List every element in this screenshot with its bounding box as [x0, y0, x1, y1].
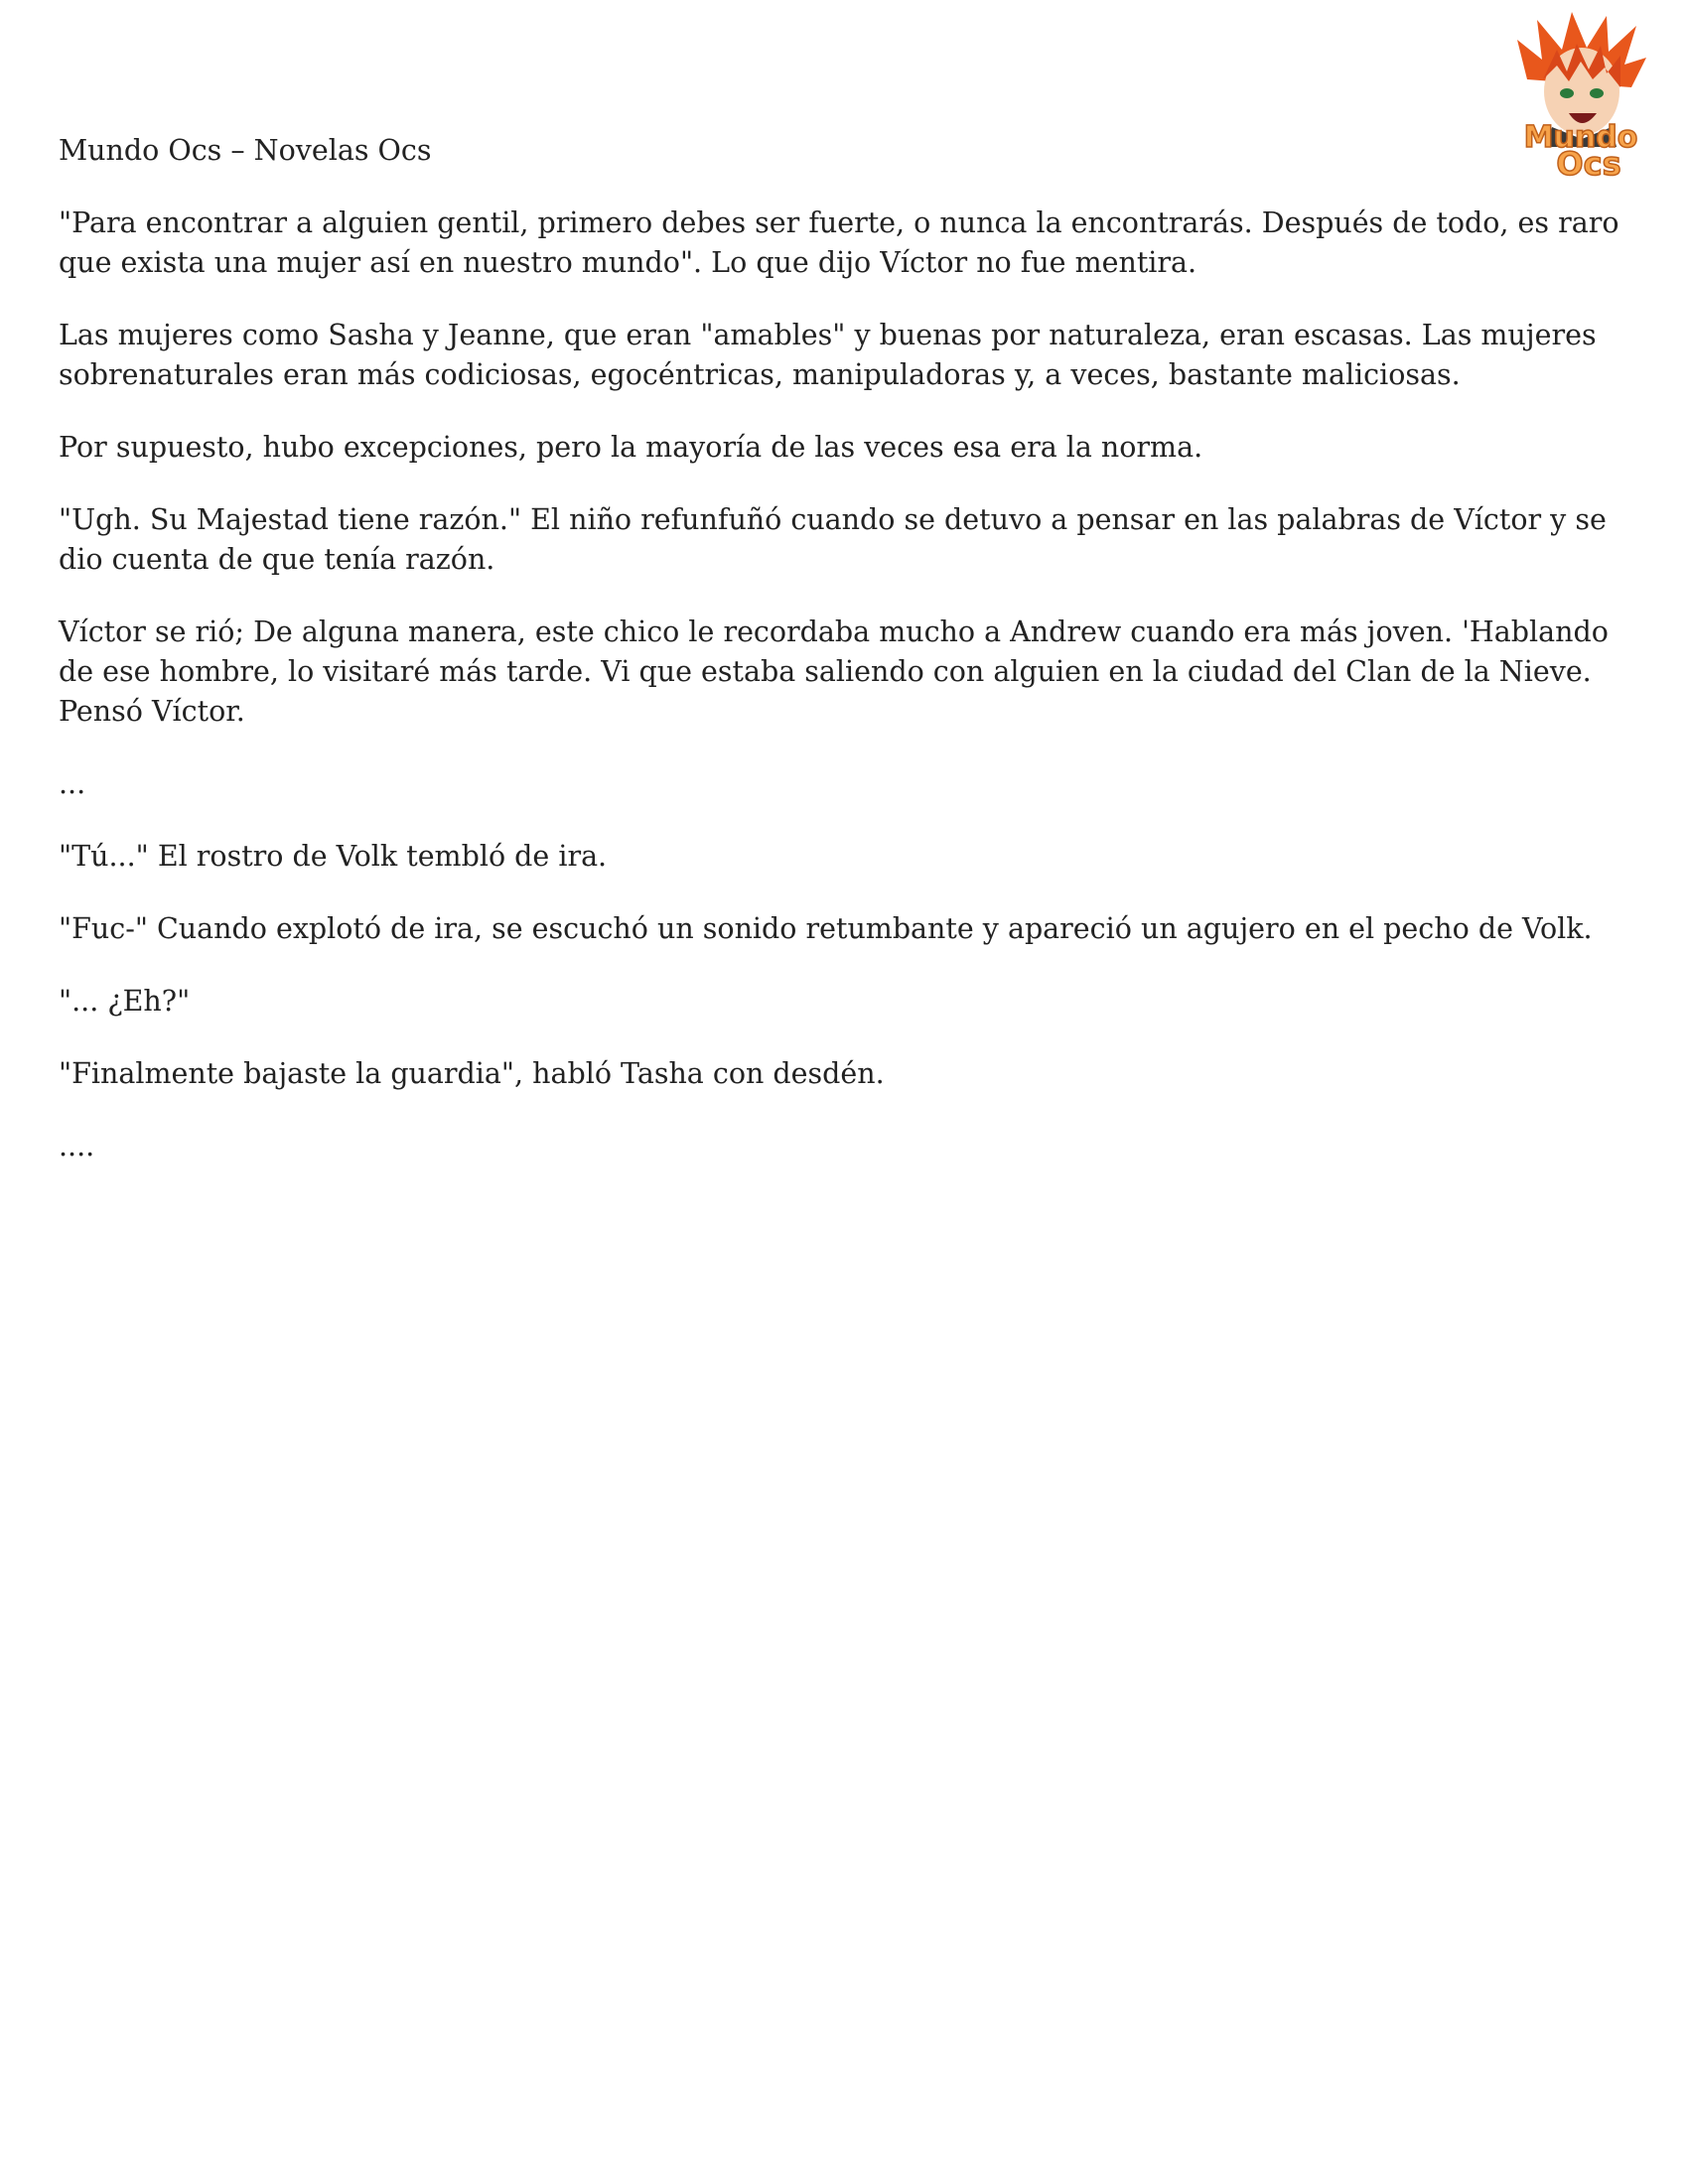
paragraph-2: Las mujeres como Sasha y Jeanne, que eran "amables" y buenas por naturaleza, eran escasas. Las mujeres sobrenaturales eran más codiciosas, egocéntricas, manipuladoras y, a veces, bastante maliciosas.: [59, 319, 1597, 391]
paragraph-9: "... ¿Eh?": [59, 985, 191, 1018]
paragraph-5: Víctor se rió; De alguna manera, este chico le recordaba mucho a Andrew cuando era más joven. 'Hablando de ese hombre, lo visitaré más tarde. Vi que estaba saliendo con alguien en la ciudad del Clan de la Nieve. Pensó Víctor.: [59, 615, 1609, 728]
paragraph-1: "Para encontrar a alguien gentil, primero debes ser fuerte, o nunca la encontrarás. Después de todo, es raro que exista una mujer así en nuestro mundo". Lo que dijo Víctor no fue mentira.: [59, 206, 1619, 279]
paragraph-3: Por supuesto, hubo excepciones, pero la mayoría de las veces esa era la norma.: [59, 431, 1203, 464]
paragraph-10: "Finalmente bajaste la guardia", habló Tasha con desdén.: [59, 1057, 885, 1090]
paragraph-11: ....: [59, 1130, 95, 1162]
svg-text:Mundo: Mundo: [1523, 120, 1638, 155]
page-header: Mundo Ocs – Novelas Ocs: [59, 134, 432, 167]
svg-text:Ocs: Ocs: [1556, 145, 1621, 179]
paragraph-4: "Ugh. Su Majestad tiene razón." El niño refunfuñó cuando se detuvo a pensar en las palabras de Víctor y se dio cuenta de que tenía razón.: [59, 503, 1607, 576]
paragraph-8: "Fuc-" Cuando explotó de ira, se escuchó un sonido retumbante y apareció un agujero en el pecho de Volk.: [59, 912, 1593, 945]
document-body: [59, 131, 1637, 1199]
paragraph-7: "Tú..." El rostro de Volk tembló de ira.: [59, 840, 608, 873]
paragraph-6: ...: [59, 767, 86, 800]
